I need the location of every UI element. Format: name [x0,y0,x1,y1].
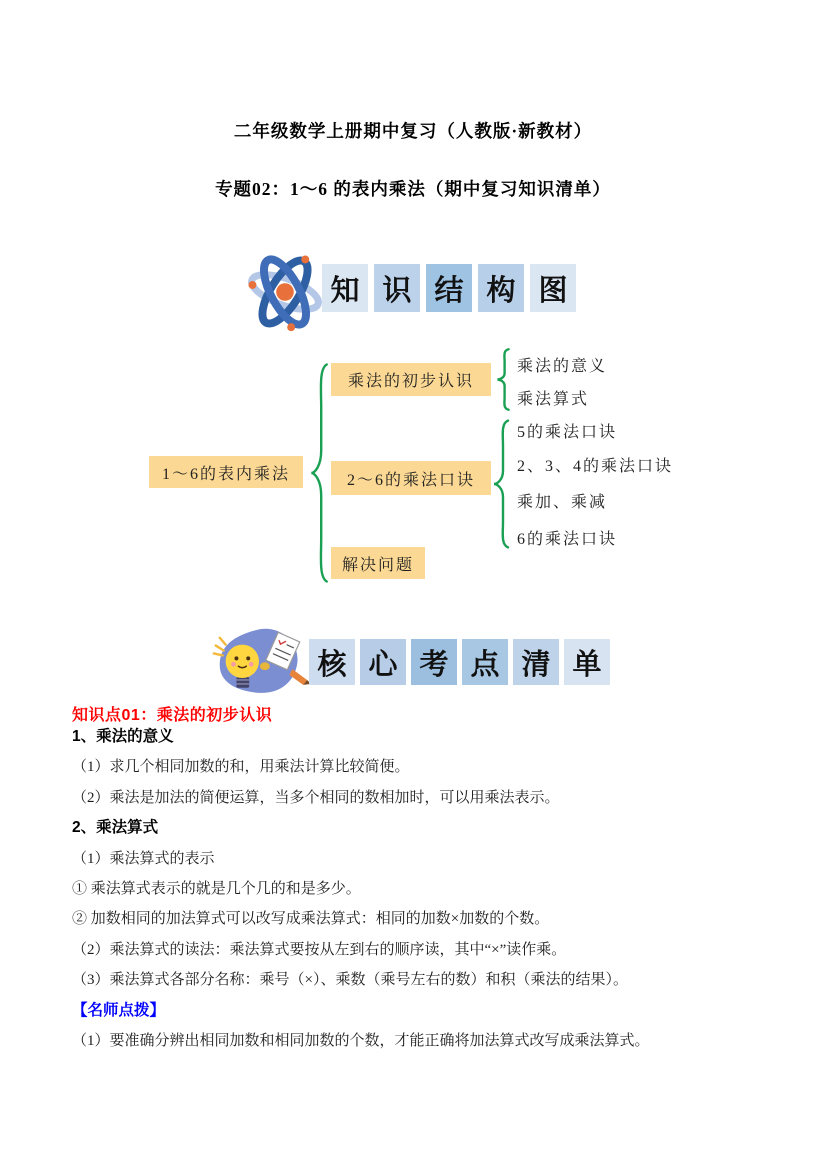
paragraph: ② 加数相同的加法算式可以改写成乘法算式：相同的加数×加数的个数。 [72,911,550,928]
banner-char: 清 [513,639,559,685]
paragraph: （1）乘法算式的表示 [72,850,215,867]
paragraph: （2）乘法是加法的简便运算，当多个相同的数相加时，可以用乘法表示。 [72,789,560,806]
mindmap-root-node: 1～6的表内乘法 [149,456,303,488]
mindmap-brace-1 [495,348,511,411]
mindmap-leaf: 2、3、4的乘法口诀 [517,458,674,475]
banner-char: 构 [478,264,524,312]
banner-char: 点 [462,639,508,685]
mindmap-brace-2 [491,418,511,550]
subheading-multiplication-meaning: 1、乘法的意义 [72,728,174,745]
banner-char: 识 [374,264,420,312]
banner-char: 知 [322,264,368,312]
teacher-tip-heading: 【名师点拨】 [72,1001,166,1019]
mindmap-branch-node: 2～6的乘法口诀 [331,461,491,495]
banner-knowledge-structure [322,264,576,312]
subheading-multiplication-expression: 2、乘法算式 [72,819,159,837]
paragraph: （1）要准确分辨出相同加数和相同加数的个数，才能正确将加法算式改写成乘法算式。 [72,1033,650,1050]
banner-char: 图 [530,264,576,312]
banner-char: 核 [309,639,355,685]
document-title: 二年级数学上册期中复习（人教版·新教材） [233,121,593,141]
mindmap-leaf: 6的乘法口诀 [517,531,618,548]
document-subtitle: 专题02：1～6 的表内乘法（期中复习知识清单） [215,179,611,199]
mindmap-brace-main [308,360,330,586]
banner-char: 考 [411,639,457,685]
knowledge-point-heading: 知识点01：乘法的初步认识 [72,707,273,724]
lightbulb-note-icon [206,624,314,702]
body-content [72,722,764,1056]
banner-char: 单 [564,639,610,685]
mindmap-leaf: 乘法的意义 [517,358,608,375]
mindmap-leaf: 5的乘法口诀 [517,424,618,441]
banner-char: 结 [426,264,472,312]
banner-char: 心 [360,639,406,685]
paragraph: （2）乘法算式的读法：乘法算式要按从左到右的顺序读，其中“×”读作乘。 [72,941,567,958]
paragraph: ① 乘法算式表示的就是几个几的和是多少。 [72,881,361,898]
atom-icon [241,248,329,334]
banner-core-points [309,639,610,685]
mindmap-leaf: 乘法算式 [517,391,590,408]
mindmap-leaf: 乘加、乘减 [517,494,608,511]
mindmap-branch-node: 解决问题 [331,547,425,579]
paragraph: （3）乘法算式各部分名称：乘号（×）、乘数（乘号左右的数）和积（乘法的结果）。 [72,972,628,989]
mindmap-branch-node: 乘法的初步认识 [331,363,491,396]
paragraph: （1）求几个相同加数的和，用乘法计算比较简便。 [72,759,410,776]
